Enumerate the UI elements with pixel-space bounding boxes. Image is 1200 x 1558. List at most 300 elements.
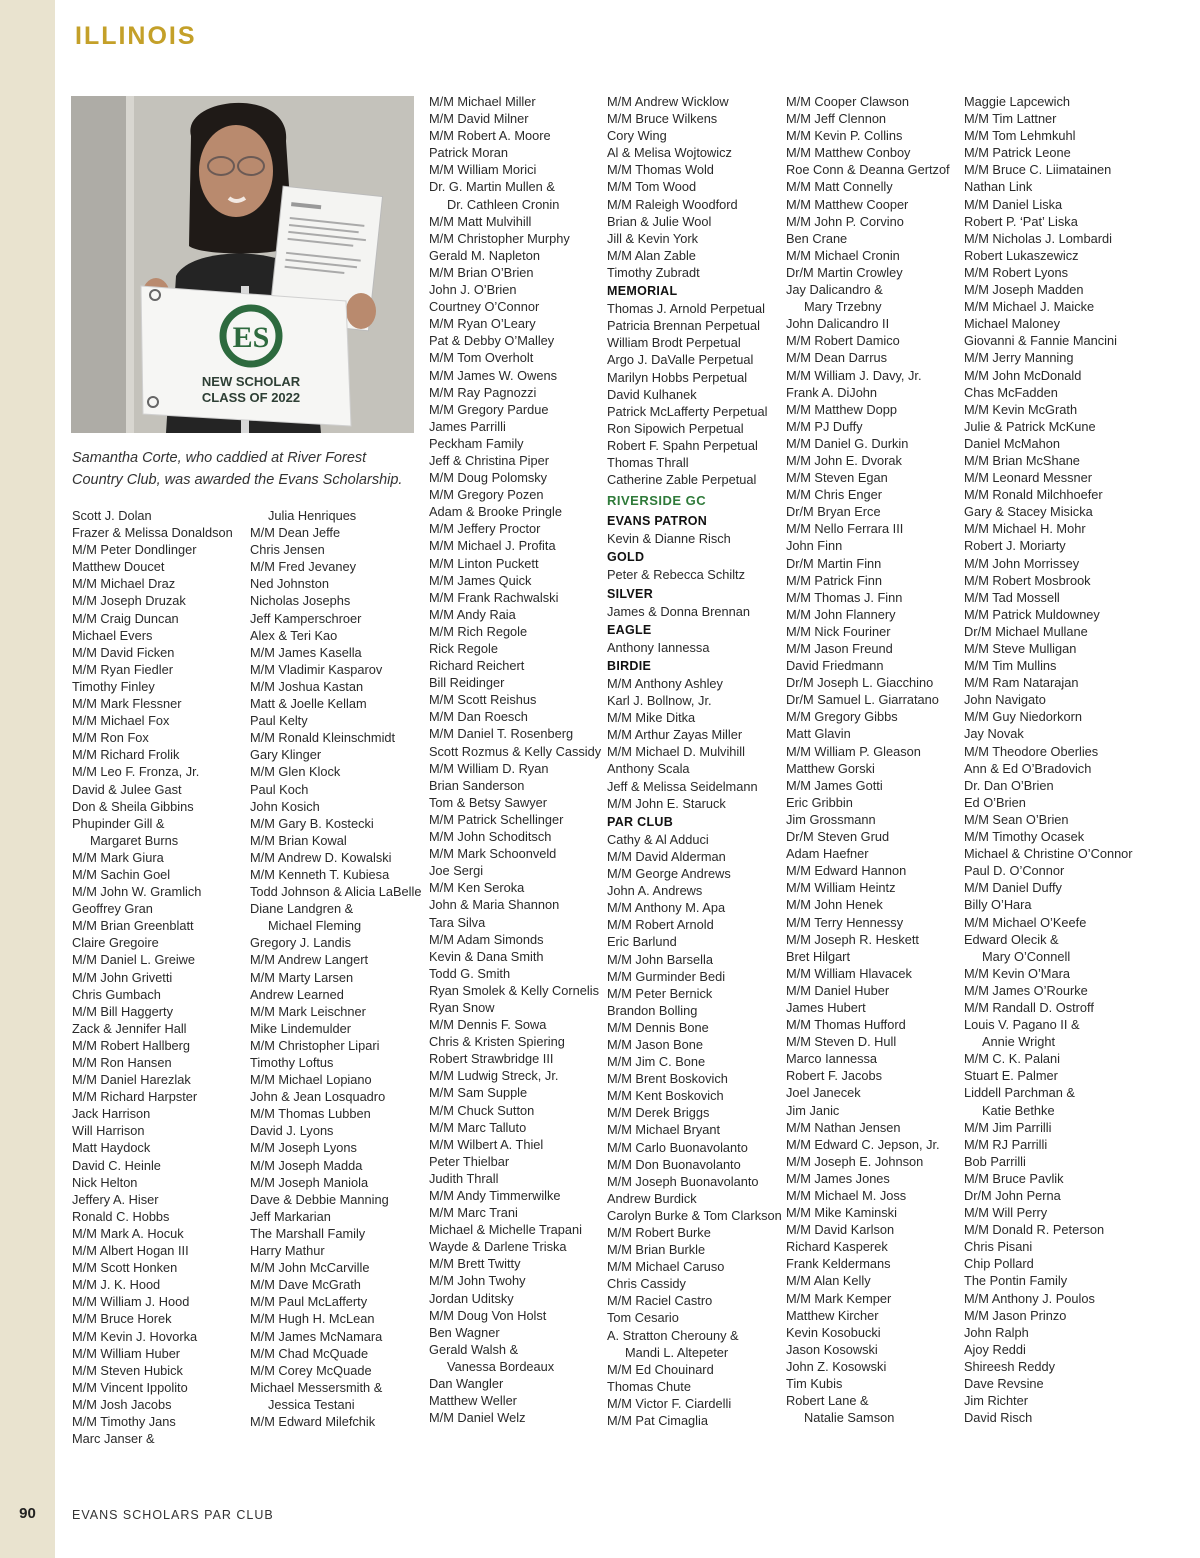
donor-name: Paul Kelty xyxy=(250,713,308,729)
donor-name: Dr. G. Martin Mullen & xyxy=(429,179,555,195)
donor-name: M/M Brian McShane xyxy=(964,452,1080,468)
donor-name: Dr/M Samuel L. Giarratano xyxy=(786,692,939,708)
donor-name: Cathy & Al Adduci xyxy=(607,831,709,847)
donor-name: Ned Johnston xyxy=(250,576,329,592)
donor-name: M/M Mark Flessner xyxy=(72,696,182,712)
donor-name: M/M Doug Von Holst xyxy=(429,1307,547,1323)
donor-name: M/M Ronald Milchhoefer xyxy=(964,487,1103,503)
donor-name: M/M Daniel L. Greiwe xyxy=(72,952,196,968)
donor-name: M/M Kent Boskovich xyxy=(607,1088,724,1104)
donor-name: M/M Christopher Murphy xyxy=(429,230,570,246)
donor-name: Dr/M Michael Mullane xyxy=(964,623,1088,639)
page-number: 90 xyxy=(19,1505,36,1522)
donor-name: Al & Melisa Wojtowicz xyxy=(607,145,732,161)
donor-name: M/M Joseph Buonavolanto xyxy=(607,1173,759,1189)
donor-name: Richard Reichert xyxy=(429,658,525,674)
donor-name: James & Donna Brennan xyxy=(607,603,750,619)
donor-name: Robert F. Jacobs xyxy=(786,1068,883,1084)
donor-name: Michael Messersmith & xyxy=(250,1379,383,1395)
donor-name: M/M Michael Cronin xyxy=(786,247,900,263)
section-heading: BIRDIE xyxy=(607,658,652,673)
state-title: ILLINOIS xyxy=(75,22,197,50)
donor-name: M/M Matthew Cooper xyxy=(786,196,909,212)
donor-name: Michael & Michelle Trapani xyxy=(429,1222,582,1238)
donor-name: Robert Strawbridge III xyxy=(429,1051,554,1067)
donor-name: M/M Matt Mulvihill xyxy=(429,213,532,229)
donor-name: M/M Michael H. Mohr xyxy=(964,521,1086,537)
donor-name: M/M Ray Pagnozzi xyxy=(429,384,537,400)
donor-name: M/M Mike Kaminski xyxy=(786,1205,897,1221)
donor-name: M/M Carlo Buonavolanto xyxy=(607,1139,748,1155)
donor-name: Harry Mathur xyxy=(250,1243,325,1259)
donor-name: M/M Dennis F. Sowa xyxy=(429,1017,547,1033)
donor-name: M/M Chuck Sutton xyxy=(429,1102,535,1118)
donor-name: Thomas Chute xyxy=(607,1378,691,1394)
donor-name: M/M Christopher Lipari xyxy=(250,1037,380,1053)
donor-name: James Hubert xyxy=(786,999,866,1015)
flag-line-1: NEW SCHOLAR xyxy=(201,374,301,389)
donor-name: Alex & Teri Kao xyxy=(250,627,338,643)
donor-name: M/M Joseph R. Heskett xyxy=(786,931,919,947)
donor-name: Adam & Brooke Pringle xyxy=(429,504,563,520)
donor-name: Mike Lindemulder xyxy=(250,1020,352,1036)
donor-name: M/M Richard Frolik xyxy=(72,747,180,763)
donor-name: Joe Sergi xyxy=(429,863,484,879)
donor-name: M/M Michael J. Profita xyxy=(429,538,556,554)
donor-name: M/M Michael Draz xyxy=(72,576,176,592)
donor-name: Gary & Stacey Misicka xyxy=(964,504,1093,520)
donor-name: Julie & Patrick McKune xyxy=(964,418,1096,434)
donor-name: M/M Robert Mosbrook xyxy=(964,572,1091,588)
donor-name: M/M Ken Seroka xyxy=(429,880,525,896)
donor-name: Gerald Walsh & xyxy=(429,1341,519,1357)
donor-name: M/M Ed Chouinard xyxy=(607,1361,714,1377)
donor-name: M/M Robert A. Moore xyxy=(429,128,551,144)
donor-name: M/M Marc Trani xyxy=(429,1205,518,1221)
donor-name: Andrew Burdick xyxy=(607,1190,697,1206)
donor-name: M/M Jim Parrilli xyxy=(964,1119,1052,1135)
donor-name: M/M Michael D. Mulvihill xyxy=(607,744,745,760)
donor-name: Dr/M Joseph L. Giacchino xyxy=(786,675,934,691)
donor-name: Ryan Snow xyxy=(429,999,495,1015)
donor-name: M/M Edward Hannon xyxy=(786,863,907,879)
donor-name: M/M Sachin Goel xyxy=(72,866,171,882)
donor-name: M/M James Gotti xyxy=(786,777,883,793)
donor-name: M/M Andrew Langert xyxy=(250,952,369,968)
donor-name: M/M Ronald Kleinschmidt xyxy=(250,730,396,746)
donor-name: David Risch xyxy=(964,1410,1033,1426)
donor-name: M/M Hugh H. McLean xyxy=(250,1311,375,1327)
donor-name: Todd Johnson & Alicia LaBelle xyxy=(250,884,422,900)
donor-name: Dan Wangler xyxy=(429,1376,504,1392)
donor-name: Gerald M. Napleton xyxy=(429,247,540,263)
donor-name: Geoffrey Gran xyxy=(72,901,153,917)
donor-name: Karl J. Bollnow, Jr. xyxy=(607,693,712,709)
donor-name: Jeffery A. Hiser xyxy=(72,1191,159,1207)
donor-name: Brian & Julie Wool xyxy=(607,213,712,229)
donor-column-2 xyxy=(250,507,421,1430)
donor-name: Chip Pollard xyxy=(964,1256,1034,1272)
donor-name: M/M Alan Kelly xyxy=(786,1273,871,1289)
donor-name: Thomas J. Arnold Perpetual xyxy=(607,301,765,317)
section-heading: PAR CLUB xyxy=(607,814,674,829)
donor-name: M/M Brian Kowal xyxy=(250,832,347,848)
donor-name: Don & Sheila Gibbins xyxy=(72,798,194,814)
donor-name: M/M Daniel Duffy xyxy=(964,880,1062,896)
donor-name: Matthew Doucet xyxy=(72,559,165,575)
donor-name: Timothy Loftus xyxy=(250,1055,334,1070)
donor-name: M/M Nathan Jensen xyxy=(786,1119,901,1135)
donor-name: M/M Derek Briggs xyxy=(607,1105,710,1121)
club-heading: RIVERSIDE GC xyxy=(607,493,707,509)
donor-name: Dr/M Martin Finn xyxy=(786,555,882,571)
donor-name: M/M Randall D. Ostroff xyxy=(964,999,1094,1015)
donor-name: M/M Nello Ferrara III xyxy=(786,521,904,537)
donor-name: M/M Mark Schoonveld xyxy=(429,846,557,862)
donor-name: Patrick Moran xyxy=(429,145,508,161)
donor-name: Brian Sanderson xyxy=(429,777,525,793)
donor-name: M/M Andrew D. Kowalski xyxy=(250,849,392,865)
donor-name: Patrick McLafferty Perpetual xyxy=(607,403,768,419)
donor-name: M/M Joseph Maniola xyxy=(250,1174,369,1190)
donor-name: M/M Gurminder Bedi xyxy=(607,968,726,984)
donor-name: M/M Joseph Madda xyxy=(250,1157,363,1173)
section-heading: EVANS PATRON xyxy=(607,514,708,529)
donor-name: M/M William J. Hood xyxy=(72,1294,190,1310)
donor-name: M/M Bill Haggerty xyxy=(72,1003,173,1019)
donor-name: Chris Cassidy xyxy=(607,1276,686,1292)
donor-name: David & Julee Gast xyxy=(72,781,182,797)
donor-name: M/M Thomas J. Finn xyxy=(786,589,903,605)
donor-name: Natalie Samson xyxy=(804,1410,895,1426)
donor-name: M/M Pat Cimaglia xyxy=(607,1413,708,1429)
donor-name: Marc Janser & xyxy=(72,1431,155,1447)
donor-name: Dr/M Martin Crowley xyxy=(786,264,903,280)
donor-name: Anthony Scala xyxy=(607,761,690,777)
donor-name: M/M Patrick Schellinger xyxy=(429,811,564,827)
donor-name: David J. Lyons xyxy=(250,1123,334,1139)
donor-name: M/M Tad Mossell xyxy=(964,589,1060,605)
donor-name: Tim Kubis xyxy=(786,1376,843,1392)
donor-name: James Parrilli xyxy=(429,418,506,434)
donor-name: Andrew Learned xyxy=(250,986,344,1002)
donor-name: M/M Albert Hogan III xyxy=(72,1243,189,1259)
donor-name: Marco Iannessa xyxy=(786,1051,878,1067)
donor-name: M/M John Morrissey xyxy=(964,555,1080,571)
flag-logo-text: ES xyxy=(232,321,270,354)
donor-name: M/M John Barsella xyxy=(607,951,713,967)
donor-name: Eric Barlund xyxy=(607,934,677,950)
donor-name: M/M John Twohy xyxy=(429,1273,526,1289)
donor-name: Jay Novak xyxy=(964,726,1024,742)
donor-name: Kevin Kosobucki xyxy=(786,1324,881,1340)
donor-name: M/M Mike Ditka xyxy=(607,710,696,726)
donor-name: M/M Ludwig Streck, Jr. xyxy=(429,1068,559,1084)
donor-name: Matthew Gorski xyxy=(786,760,875,776)
donor-name: M/M Tom Overholt xyxy=(429,350,534,366)
donor-name: Wayde & Darlene Triska xyxy=(429,1239,567,1255)
donor-name: M/M Dennis Bone xyxy=(607,1019,709,1035)
donor-name: Roe Conn & Deanna Gertzof xyxy=(786,162,950,178)
donor-name: Giovanni & Fannie Mancini xyxy=(964,333,1117,349)
donor-name: Peckham Family xyxy=(429,435,524,451)
section-heading: MEMORIAL xyxy=(607,284,678,299)
donor-name: Matt & Joelle Kellam xyxy=(250,696,367,712)
donor-name: M/M Jason Freund xyxy=(786,641,893,656)
donor-name: M/M Brian Greenblatt xyxy=(72,918,194,934)
donor-name: M/M Bruce C. Liimatainen xyxy=(964,162,1112,178)
donor-name: M/M John W. Gramlich xyxy=(72,884,202,900)
donor-name: M/M Robert Burke xyxy=(607,1225,711,1240)
donor-name: M/M Andy Raia xyxy=(429,606,516,622)
donor-name: M/M Robert Lyons xyxy=(964,264,1069,280)
donor-name: John Navigato xyxy=(964,692,1046,708)
donor-name: M/M Kevin J. Hovorka xyxy=(72,1328,198,1344)
donor-name: M/M Alan Zable xyxy=(607,247,696,263)
donor-name: M/M Gary B. Kostecki xyxy=(250,815,374,831)
donor-name: Jeff Kamperschroer xyxy=(250,610,362,626)
donor-name: M/M Ryan Fiedler xyxy=(72,661,173,677)
donor-name: M/M Steve Mulligan xyxy=(964,641,1077,656)
donor-name: Courtney O’Connor xyxy=(429,299,540,315)
donor-name: Eric Gribbin xyxy=(786,794,853,810)
donor-name: M/M Wilbert A. Thiel xyxy=(429,1136,544,1152)
scholar-photo xyxy=(71,96,414,433)
donor-name: Ben Wagner xyxy=(429,1324,500,1340)
donor-name: M/M Daniel Welz xyxy=(429,1410,526,1426)
donor-name: Kevin & Dana Smith xyxy=(429,948,544,964)
donor-name: John Kosich xyxy=(250,798,320,814)
donor-name: Joel Janecek xyxy=(786,1085,861,1101)
donor-name: Dr/M Steven Grud xyxy=(786,829,890,845)
section-heading: EAGLE xyxy=(607,622,652,637)
donor-name: M/M Raciel Castro xyxy=(607,1293,713,1309)
donor-name: M/M Jason Bone xyxy=(607,1036,704,1052)
donor-name: Adam Haefner xyxy=(786,846,869,862)
donor-name: Zack & Jennifer Hall xyxy=(72,1020,187,1036)
donor-name: M/M John Henek xyxy=(786,897,883,913)
donor-name: Nick Helton xyxy=(72,1174,138,1190)
donor-name: Timothy Zubradt xyxy=(607,264,700,280)
donor-name: M/M Patrick Muldowney xyxy=(964,606,1100,622)
donor-name: M/M Joshua Kastan xyxy=(250,678,364,694)
donor-name: Louis V. Pagano II & xyxy=(964,1017,1080,1033)
donor-name: Robert F. Spahn Perpetual xyxy=(607,437,758,453)
donor-name: M/M George Andrews xyxy=(607,866,731,882)
donor-name: M/M Brian Burkle xyxy=(607,1242,706,1258)
donor-name: M/M William J. Davy, Jr. xyxy=(786,367,922,383)
donor-name: Ed O’Brien xyxy=(964,794,1026,810)
donor-name: Matt Haydock xyxy=(72,1140,151,1156)
donor-name: Margaret Burns xyxy=(90,832,179,848)
donor-name: Jim Grossmann xyxy=(786,811,876,827)
donor-name: M/M RJ Parrilli xyxy=(964,1136,1048,1152)
donor-name: Tom Cesario xyxy=(607,1310,679,1326)
donor-name: Dr. Dan O’Brien xyxy=(964,777,1054,793)
donor-name: M/M Thomas Hufford xyxy=(786,1017,906,1033)
donor-name: John & Maria Shannon xyxy=(429,897,560,913)
donor-name: Billy O’Hara xyxy=(964,897,1032,913)
donor-name: John Finn xyxy=(786,538,843,554)
donor-name: Jim Janic xyxy=(786,1102,840,1118)
donor-name: M/M Steven Egan xyxy=(786,470,888,486)
donor-name: Richard Kasperek xyxy=(786,1239,888,1255)
donor-name: Bret Hilgart xyxy=(786,948,851,964)
donor-name: Pat & Debby O’Malley xyxy=(429,333,555,349)
donor-name: M/M Peter Dondlinger xyxy=(72,542,197,558)
donor-name: M/M Kevin P. Collins xyxy=(786,128,903,144)
donor-name: M/M Marc Talluto xyxy=(429,1119,527,1135)
donor-name: Scott J. Dolan xyxy=(72,508,152,523)
donor-name: Daniel McMahon xyxy=(964,435,1061,451)
donor-name: Chris Pisani xyxy=(964,1239,1033,1255)
donor-name: M/M David Alderman xyxy=(607,848,726,864)
donor-name: David Friedmann xyxy=(786,658,884,674)
donor-name: Katie Bethke xyxy=(982,1102,1055,1118)
donor-name: Jeff Markarian xyxy=(250,1208,331,1224)
donor-name: M/M Daniel G. Durkin xyxy=(786,435,909,451)
donor-name: John & Jean Losquadro xyxy=(250,1089,386,1105)
donor-name: M/M Cooper Clawson xyxy=(786,94,910,109)
donor-name: William Brodt Perpetual xyxy=(607,335,741,351)
donor-name: M/M Tim Lattner xyxy=(964,111,1057,127)
donor-name: M/M Michael Lopiano xyxy=(250,1072,372,1088)
donor-name: M/M James Quick xyxy=(429,572,532,588)
scholar-photo-illustration xyxy=(71,96,414,433)
donor-name: M/M Corey McQuade xyxy=(250,1362,372,1378)
donor-name: M/M Ryan O’Leary xyxy=(429,316,536,332)
donor-name: M/M John Flannery xyxy=(786,606,896,622)
donor-name: Kevin & Dianne Risch xyxy=(607,531,731,547)
donor-name: Jay Dalicandro & xyxy=(786,282,883,298)
donor-name: Patricia Brennan Perpetual xyxy=(607,318,760,334)
donor-name: Robert J. Moriarty xyxy=(964,538,1066,554)
donor-name: The Marshall Family xyxy=(250,1225,366,1241)
flag-line-2: CLASS OF 2022 xyxy=(201,390,301,405)
donor-name: M/M C. K. Palani xyxy=(964,1051,1061,1067)
donor-name: M/M Don Buonavolanto xyxy=(607,1156,741,1172)
donor-name: M/M Peter Bernick xyxy=(607,985,713,1001)
donor-name: Mandi L. Altepeter xyxy=(625,1344,729,1360)
donor-name: M/M Dan Roesch xyxy=(429,709,528,725)
donor-name: Annie Wright xyxy=(982,1034,1056,1050)
donor-name: M/M Patrick Leone xyxy=(964,145,1071,161)
donor-name: Nathan Link xyxy=(964,179,1033,195)
donor-name: M/M Gregory Pardue xyxy=(429,401,549,417)
donor-name: M/M Michael Caruso xyxy=(607,1259,725,1275)
donor-name: Bill Reidinger xyxy=(429,675,505,691)
donor-name: Mary Trzebny xyxy=(804,299,882,315)
donor-name: M/M Richard Harpster xyxy=(72,1089,198,1105)
donor-name: M/M Daniel T. Rosenberg xyxy=(429,726,574,742)
donor-column-5 xyxy=(786,93,950,1426)
donor-name: M/M Timothy Ocasek xyxy=(964,829,1085,845)
donor-name: Diane Landgren & xyxy=(250,901,354,917)
donor-name: M/M Bruce Pavlik xyxy=(964,1170,1064,1186)
donor-name: M/M Brent Boskovich xyxy=(607,1071,728,1087)
donor-name: Will Harrison xyxy=(72,1123,145,1139)
donor-name: M/M Jerry Manning xyxy=(964,350,1074,366)
donor-name: Robert Lukaszewicz xyxy=(964,247,1079,263)
donor-name: Ron Sipowich Perpetual xyxy=(607,420,744,436)
section-heading: GOLD xyxy=(607,550,645,565)
donor-name: M/M Will Perry xyxy=(964,1205,1048,1221)
donor-name: M/M Terry Hennessy xyxy=(786,914,904,930)
donor-name: Brandon Bolling xyxy=(607,1002,698,1018)
donor-name: M/M Mark Giura xyxy=(72,849,164,865)
donor-name: M/M William Morici xyxy=(429,162,537,178)
donor-name: M/M John E. Staruck xyxy=(607,795,726,811)
donor-name: Jeff & Christina Piper xyxy=(429,452,549,468)
donor-name: M/M Dave McGrath xyxy=(250,1277,361,1293)
donor-name: M/M Leonard Messner xyxy=(964,470,1093,486)
donor-name: Marilyn Hobbs Perpetual xyxy=(607,369,748,385)
donor-column-3 xyxy=(429,93,601,1426)
donor-name: Timothy Finley xyxy=(72,678,155,694)
donor-name: M/M Patrick Finn xyxy=(786,572,882,588)
donor-name: Liddell Parchman & xyxy=(964,1085,1075,1101)
donor-name: M/M Joseph E. Johnson xyxy=(786,1153,924,1169)
donor-name: Jordan Uditsky xyxy=(429,1290,514,1306)
donor-name: M/M Timothy Jans xyxy=(72,1413,176,1429)
donor-name: M/M Robert Damico xyxy=(786,333,900,349)
donor-name: Gary Klinger xyxy=(250,747,322,763)
donor-name: Matthew Weller xyxy=(429,1393,517,1409)
donor-name: M/M Michael Fox xyxy=(72,713,170,729)
donor-name: Claire Gregoire xyxy=(72,935,159,951)
donor-name: M/M Raleigh Woodford xyxy=(607,196,738,212)
donor-name: M/M Vincent Ippolito xyxy=(72,1379,188,1395)
donor-name: M/M David Ficken xyxy=(72,644,175,660)
donor-name: M/M Daniel Liska xyxy=(964,196,1063,212)
donor-name: M/M Theodore Oberlies xyxy=(964,743,1099,759)
donor-name: M/M Joseph Lyons xyxy=(250,1140,357,1156)
donor-name: M/M Joseph Madden xyxy=(964,282,1084,298)
donor-name: M/M Michael Bryant xyxy=(607,1122,721,1138)
donor-name: M/M Scott Honken xyxy=(72,1260,178,1276)
donor-name: M/M Brett Twitty xyxy=(429,1256,521,1272)
donor-name: M/M Thomas Lubben xyxy=(250,1106,371,1122)
donor-name: Matthew Kircher xyxy=(786,1307,879,1323)
donor-name: John Dalicandro II xyxy=(786,316,890,332)
donor-name: M/M Craig Duncan xyxy=(72,610,179,626)
donor-name: M/M Daniel Harezlak xyxy=(72,1072,191,1088)
donor-name: M/M Frank Rachwalski xyxy=(429,589,559,605)
donor-name: M/M William Huber xyxy=(72,1345,181,1361)
donor-name: M/M J. K. Hood xyxy=(72,1277,161,1293)
donor-name: M/M Chris Enger xyxy=(786,487,882,503)
donor-name: M/M Steven Hubick xyxy=(72,1362,183,1378)
donor-name: M/M Michael Miller xyxy=(429,94,536,109)
donor-name: M/M Paul McLafferty xyxy=(250,1294,368,1310)
donor-name: Ryan Smolek & Kelly Cornelis xyxy=(429,982,599,998)
donor-name: Cory Wing xyxy=(607,128,667,144)
donor-name: Julia Henriques xyxy=(268,508,357,523)
donor-name: M/M Mark A. Hocuk xyxy=(72,1225,184,1241)
donor-name: Stuart E. Palmer xyxy=(964,1068,1058,1084)
donor-name: Catherine Zable Perpetual xyxy=(607,472,757,488)
donor-name: M/M Anthony J. Poulos xyxy=(964,1290,1095,1306)
donor-name: Chas McFadden xyxy=(964,384,1058,400)
donor-name: M/M James W. Owens xyxy=(429,367,557,383)
donor-name: Maggie Lapcewich xyxy=(964,94,1070,109)
donor-name: M/M Tom Lehmkuhl xyxy=(964,128,1076,144)
donor-name: Frank Keldermans xyxy=(786,1256,891,1272)
donor-name: M/M Sean O’Brien xyxy=(964,811,1069,827)
donor-name: M/M Michael J. Maicke xyxy=(964,299,1095,315)
donor-name: M/M Daniel Huber xyxy=(786,982,890,998)
donor-name: Judith Thrall xyxy=(429,1170,499,1186)
